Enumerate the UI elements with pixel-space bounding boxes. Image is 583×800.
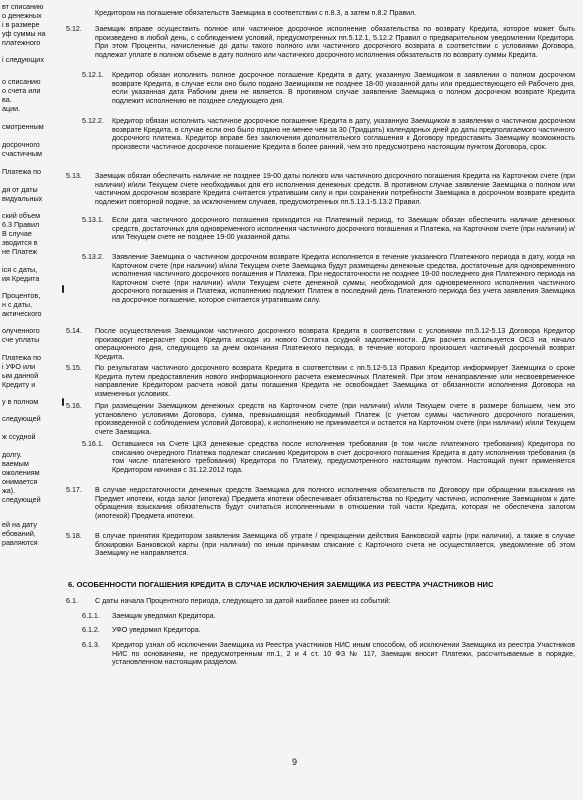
clause-5-16-1: Оставшиеся на Счете ЦКЗ денежные средства после исполнения требования (в том числе платежного требования) Кредитора по списанию очередного Платежа подлежат списанию Кредитором в счет досрочного погашения Кредита в дату исполнения требования (в том числе платежного требования) Кредитора по Платежу, предусмотренного настоящим пунктом. Настоящий пункт применяется Кредитором начиная с 31.12.2012 года. [112,440,575,474]
clause-5-13: Заемщик обязан обеспечить наличие не позднее 19-00 даты полного или частичного досрочного погашения Кредита на Карточном счете (при наличии) и/или Текущем счете необходимых для его исполнения денежных средств. В противном случае заявление Заемщика о полном или частичном досрочном возврате Кредита считается утратившим силу и при сохранении потребности Заемщика в досрочном возврате кредита подлежит повторной подаче, за исключением случаев, предусмотренных пп.5.13.1-5.13.2 Правил. [95,172,575,206]
margin-text-line: 6.3 Правил [2,221,40,229]
clause-number: 5.16. [66,402,82,410]
section-title: 6. ОСОБЕННОСТИ ПОГАШЕНИЯ КРЕДИТА В СЛУЧАЕ ИСКЛЮЧЕНИЯ ЗАЕМЩИКА ИЗ РЕЕСТРА УЧАСТНИКОВ НИС [68,580,494,589]
clause-number: 5.16.1. [82,440,104,448]
margin-text-line: вт списанию [2,3,44,11]
margin-text-line: Кредиту и [2,381,36,389]
margin-text-line: досрочного [2,141,40,149]
margin-text-line: о денежных [2,12,42,20]
margin-text-line: ия Кредита [2,275,40,283]
margin-text-line: уф суммы на [2,30,46,38]
margin-text-line: Платежа по [2,168,42,176]
margin-text-line: онимается [2,478,38,486]
margin-text-line: видуальных [2,195,43,203]
clause-number: 5.13. [66,172,82,180]
clause-5-12: Заемщик вправе осуществить полное или частичное досрочное исполнение обязательства по возврату Кредита, которое может быть произведено в любой день, с соблюдением условий, предусмотренных пп.5.12.1, 5.12.2 Правил о предварительном уведомлении Кредитора. При этом Проценты, начисленные до даты такого полного или частичного досрочного возврата в соответствии с условиями Договора, подлежат уплате в полном объеме в дату полного или частичного досрочного исполнения обязательств по возврату суммы Кредита. [95,25,575,59]
margin-text-line: ва. [2,96,12,104]
margin-text-line: счастичным [2,150,42,158]
margin-text-line: о списанию [2,78,41,86]
clause-number: 5.12.2. [82,117,104,125]
margin-text-line: ский объем [2,212,41,220]
margin-text-line: у в полном [2,398,39,406]
clause-number: 6.1.3. [82,641,100,649]
clause-number: 5.13.1. [82,216,104,224]
clause-number: 5.18. [66,532,82,540]
margin-text-line: не Платеж [2,248,38,256]
clause-6-1-1: Заемщик уведомил Кредитора. [112,612,216,620]
margin-text-line: ей на дату [2,521,37,529]
margin-text-line: сче уплаты [2,336,40,344]
clause-6-1-3: Кредитор узнал об исключении Заемщика из Реестра участников НИС иным способом, об исключении Заемщика из реестра Участников НИС по основаниям, не предусмотренным пп.1, 2 и 4 ст. 10 ФЗ № 117, Заемщик вносит Платежи, рассчитываемые в порядке, установленном настоящим разделом. [112,641,575,667]
margin-text-line: Платежа по [2,354,42,362]
clause-number: 6.1.2. [82,626,100,634]
margin-text-line: ебований, [2,530,36,538]
margin-text-line: жа). [2,487,16,495]
main-text-column [60,0,580,800]
paragraph-continuation: Кредитором на погашение обязательств Заемщика в соответствии с п.8.3, а затем п.8.2 Правил. [95,9,417,17]
clause-5-17: В случае недостаточности денежных средств Заемщика для полного исполнения обязательств по Договору при обращении взыскания на Предмет ипотеки, когда залог (ипотека) Предмета ипотеки обеспечивает обязательства по Кредиту частично, исполнение Заемщиком к дате обращения взыскания обязательств будут считаться исполненными в отношении той части Кредита, которая не обеспечена залогом (ипотекой) Предмета ипотеки. [95,486,575,520]
margin-text-line: зводится в [2,239,38,247]
margin-text-line: ожолениям [2,469,40,477]
margin-text-line: ым данной [2,372,39,380]
margin-text-line: н с даты, [2,301,33,309]
clause-6-1: С даты начала Процентного периода, следующего за датой наиболее ранее из событий: [95,597,391,605]
left-margin-text-column [0,0,58,800]
margin-text-line: ж ссудной [2,433,36,441]
clause-5-12-2: Кредитор обязан исполнить частичное досрочное погашение Кредита в дату, указанную Заемщиком в заявлении о частичном досрочном возврате Кредита, в случае если оно было подано не менее чем за 30 (Тридцать) календарных дней до даты предполагаемого частичного досрочного платежа. Кредитор вправе без заключения дополнительного соглашения к Договору предоставить Заемщику возможность произвести частичное досрочное погашение Кредита в более ранний, чем это предусмотрено настоящим пунктом Договора, срок. [112,117,575,151]
clause-5-15: По результатам частичного досрочного возврата Кредита в соответствии с пп.5.12-5.13 Правил Кредитор информирует Заемщика о сроке Кредита путем предоставления нового информационного расчета ежемесячных Платежей. При этом ненаправление или несвоевременное направление Кредитором расчета новой даты погашения Кредита не освобождает Заемщика от обязанности исполнения Договора на измененных условиях. [95,364,575,398]
margin-text-line: Процентов, [2,292,41,300]
margin-text-line: о счета или [2,87,41,95]
clause-number: 5.13.2. [82,253,104,261]
page-number: 9 [292,757,298,767]
margin-text-line: равляются [2,539,38,547]
clause-number: 5.14. [66,327,82,335]
margin-text-line: следующей [2,415,41,423]
clause-number: 6.1. [66,597,78,605]
margin-text-line: долгу. [2,451,22,459]
margin-text-line: платежного [2,39,41,47]
margin-text-line: ваемым [2,460,29,468]
clause-number: 6.1.1. [82,612,100,620]
margin-text-line: В случае [2,230,32,238]
margin-text-line: смотренным [2,123,44,131]
clause-6-1-2: УФО уведомил Кредитора. [112,626,201,634]
clause-5-14: После осуществления Заемщиком частичного досрочного возврата Кредита в соответствии с условиями пп.5.12-5.13 Договора Кредитор производит перерасчет срока Кредита исходя из нового Остатка ссудной задолженности. Для расчета используется ОСЗ на начало операционного дня, следующего за днем окончания Платежного периода, в течение которого произошел частичный досрочный возврат Кредита. [95,327,575,361]
margin-text-line: дя от даты [2,186,38,194]
margin-text-line: следующей [2,496,41,504]
margin-text-line: і УФО или [2,363,36,371]
clause-5-13-2: Заявление Заемщика о частичном досрочном возврате Кредита исполняется в течение указанного Платежного периода в дату, когда на Карточном счете (при наличии) и/или Текущем счете Заемщика будут размещены денежные средства, достаточные для одновременного исполнения частичного досрочного погашения и Платежа. При недостаточности не позднее 19-00 последнего дня Платежного периода на Карточном счете (при наличии) и/или Текущем счете денежной суммы, необходимой для одновременного исполнения частичного досрочного погашения и Платежа, исполнению подлежит Платеж в последний день Платежного периода без учета заявления Заемщика на досрочное погашение, которое считается утратившим силу. [112,253,575,304]
margin-text-line: і следующих [2,56,44,64]
clause-number: 5.12.1. [82,71,104,79]
clause-5-16: При размещении Заемщиком денежных средств на Карточном счете (при наличии) и/или Текущем счете в размере большем, чем это установлено условиями Договора, сумма, превышающая необходимый Платеж (с учетом суммы частичного досрочного погашения, произведенной с соблюдением условий Договора), к исполнению не принимается и остается на Карточном счете (при наличии) и/или Текущем счете Заемщика. [95,402,575,436]
margin-text-line: іся с даты, [2,266,38,274]
clause-5-18: В случае принятия Кредитором заявления Заемщика об утрате / прекращении действия Банковской карты (при наличии), а также в случае блокировки Банковской карты (при наличии) по иным причинам списание с Карточного счета не осуществляется, уведомление об этом Заемщику не направляется. [95,532,575,558]
margin-text-line: олученного [2,327,40,335]
clause-5-13-1: Если дата частичного досрочного погашения приходится на Платежный период, то Заемщик обязан обеспечить наличие денежных средств, достаточных для одновременного исполнения частичного досрочного погашения и Платежа, на Карточном счете (при наличии) и/или Текущем счете не позднее 19-00 указанной даты. [112,216,575,242]
margin-text-line: актического [2,310,42,318]
margin-text-line: і в размере [2,21,40,29]
clause-number: 5.17. [66,486,82,494]
clause-5-12-1: Кредитор обязан исполнить полное досрочное погашение Кредита в дату, указанную Заемщиком в заявлении о полном досрочном возврате Кредита, в случае если оно было подано Заемщиком не позднее 18-00 указанной даты или предшествующего ей Рабочего дня, если указанная дата Рабочим днем не является. В противном случае заявление Заемщика о полном досрочном возврате Кредита подлежит исполнению не позднее следующего дня. [112,71,575,105]
margin-text-line: ации. [2,105,21,113]
clause-number: 5.12. [66,25,82,33]
clause-number: 5.15. [66,364,82,372]
